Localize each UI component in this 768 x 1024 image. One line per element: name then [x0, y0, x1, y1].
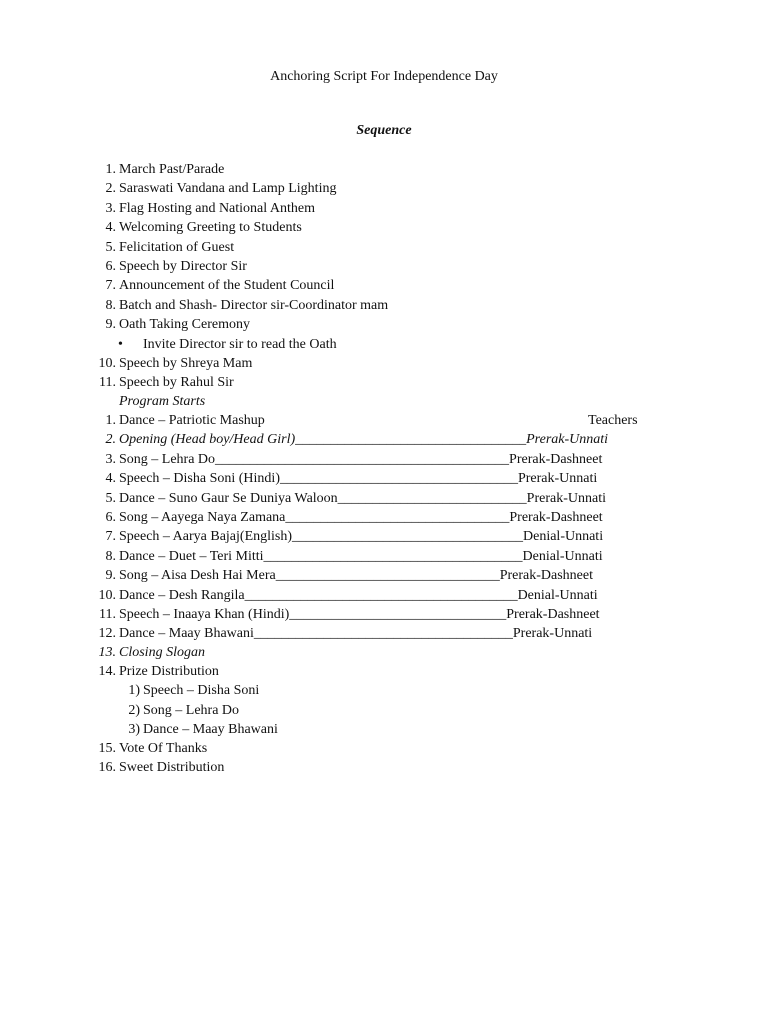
list-item — [0, 566, 768, 585]
item-number: 11. — [99, 607, 116, 622]
item-number: 14. — [98, 664, 116, 680]
list-item — [0, 199, 768, 218]
list-item — [0, 238, 768, 257]
list-item — [0, 450, 768, 469]
item-number: 2. — [105, 181, 116, 197]
item-text: March Past/Parade — [119, 162, 225, 177]
item-text: Speech – Disha Soni (Hindi)__________________________________Prerak-Unnati — [119, 471, 598, 487]
item-text: Song – Lehra Do__________________________________________Prerak-Dashneet — [119, 451, 603, 467]
item-number: 1. — [105, 413, 116, 428]
item-text: Dance – Duet – Teri Mitti_____________________________________Denial-Unnati — [119, 548, 603, 564]
item-number: 4. — [105, 471, 116, 487]
item-text: Speech – Inaaya Khan (Hindi)_______________________________Prerak-Dashneet — [119, 607, 600, 622]
item-text: Sweet Distribution — [119, 760, 225, 776]
item-number: 7. — [105, 278, 116, 294]
list-item — [0, 411, 768, 430]
list-item — [0, 354, 768, 373]
list-item — [0, 218, 768, 237]
item-text: Welcoming Greeting to Students — [119, 220, 302, 236]
list-item — [0, 605, 768, 624]
item-number: 6. — [105, 510, 116, 525]
item-number: 2. — [105, 432, 116, 448]
list-item — [0, 662, 768, 681]
item-text: Prize Distribution — [119, 664, 219, 680]
item-text: Speech by Director Sir — [119, 259, 247, 274]
sub-item-number: 1) — [128, 683, 140, 699]
item-text: Felicitation of Guest — [119, 239, 235, 255]
item-number: 16. — [98, 760, 116, 776]
sub-item-text: Speech – Disha Soni — [143, 683, 260, 699]
sub-list-item — [0, 701, 768, 720]
list-item — [0, 508, 768, 527]
sub-item-text: Song – Lehra Do — [143, 702, 240, 718]
item-number: 5. — [105, 490, 116, 506]
list-item — [0, 547, 768, 566]
item-text: Saraswati Vandana and Lamp Lighting — [119, 181, 337, 197]
list-item — [0, 276, 768, 295]
item-text: Oath Taking Ceremony — [119, 317, 250, 333]
item-number: 8. — [105, 548, 116, 564]
program-heading: Program Starts — [119, 394, 206, 410]
item-number: 9. — [105, 317, 116, 333]
item-text: Opening (Head boy/Head Girl)_________________________________Prerak-Unnati — [119, 432, 609, 448]
program-heading-row — [0, 392, 768, 411]
item-text: Flag Hosting and National Anthem — [119, 200, 315, 216]
item-text: Song – Aisa Desh Hai Mera________________________________Prerak-Dashneet — [119, 568, 593, 584]
list-item — [0, 643, 768, 662]
list-item — [0, 430, 768, 449]
item-text: Speech by Shreya Mam — [119, 356, 253, 371]
list-item — [0, 160, 768, 179]
item-text: Song – Aayega Naya Zamana________________________________Prerak-Dashneet — [119, 510, 603, 525]
item-number: 8. — [105, 297, 116, 313]
item-text: Dance – Maay Bhawani_____________________________________Prerak-Unnati — [119, 626, 593, 642]
item-number: 15. — [98, 741, 116, 756]
item-number: 3. — [105, 200, 116, 216]
list-item — [0, 373, 768, 392]
item-number: 5. — [105, 239, 116, 255]
item-text: Speech – Aarya Bajaj(English)_________________________________Denial-Unnati — [119, 529, 604, 545]
item-text: Closing Slogan — [119, 645, 205, 661]
item-text: Announcement of the Student Council — [119, 278, 335, 294]
item-number: 6. — [105, 259, 116, 274]
list-item — [0, 179, 768, 198]
sub-item-number: 3) — [128, 721, 140, 737]
teachers-label: Teachers — [588, 413, 638, 428]
list-item — [0, 624, 768, 643]
item-number: 9. — [105, 568, 116, 584]
list-item — [0, 315, 768, 334]
item-number: 7. — [105, 529, 116, 545]
item-number: 1. — [105, 162, 116, 177]
item-number: 13. — [98, 645, 116, 661]
list-item — [0, 586, 768, 605]
item-text: Batch and Shash- Director sir-Coordinator mam — [119, 297, 389, 313]
sub-item-text: Dance – Maay Bhawani — [143, 721, 278, 737]
document-title: Anchoring Script For Independence Day — [270, 69, 498, 84]
item-number: 3. — [105, 451, 116, 467]
item-text: Speech by Rahul Sir — [119, 375, 234, 391]
list-item — [0, 527, 768, 546]
list-item — [0, 739, 768, 758]
bullet-text: Invite Director sir to read the Oath — [143, 336, 337, 352]
list-item — [0, 489, 768, 508]
document-subtitle: Sequence — [356, 123, 412, 138]
item-text: Dance – Desh Rangila_______________________________________Denial-Unnati — [119, 587, 598, 603]
item-text: Vote Of Thanks — [119, 741, 208, 756]
bullet-item — [0, 335, 768, 354]
list-item — [0, 758, 768, 777]
sub-item-number: 2) — [128, 702, 140, 718]
list-item — [0, 296, 768, 315]
item-number: 4. — [105, 220, 116, 236]
item-text: Dance – Suno Gaur Se Duniya Waloon___________________________Prerak-Unnati — [119, 490, 606, 506]
sub-list-item — [0, 681, 768, 700]
item-number: 11. — [99, 375, 116, 391]
list-item — [0, 469, 768, 488]
item-number: 10. — [98, 356, 116, 371]
bullet-icon: • — [118, 336, 123, 352]
item-number: 10. — [98, 587, 116, 603]
item-number: 12. — [98, 626, 116, 642]
sub-list-item — [0, 720, 768, 739]
item-text: Dance – Patriotic Mashup — [119, 413, 265, 428]
list-item — [0, 257, 768, 276]
